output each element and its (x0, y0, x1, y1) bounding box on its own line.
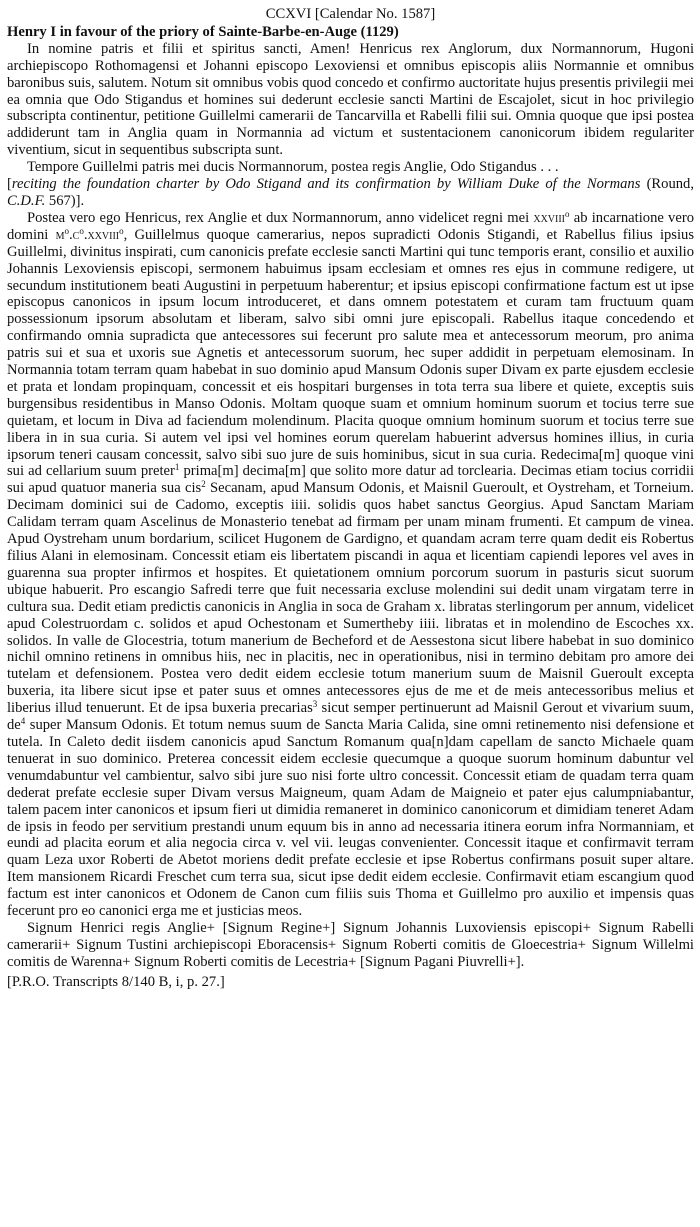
charter-paragraph-intro: In nomine patris et filii et spiritus sancti, Amen! Henricus rex Anglorum, dux Normannorum, Hugoni archiepiscopo Rothomagensi et Johanni episcopo Lexoviensi et omnibus episcopis aliis Normannie et omnibus baronibus suis, salutem. Notum sit omnibus vobis quod concedo et confirmo auctoritate hujus presentis privilegii mei ea omnia que Odo Stigandus et homines sui dederunt ecclesie sancti Martini de Escajolet, sicut in hoc privilegio subscripta continentur, petitione Guillelmi camerarii de Tancarvilla et Rabelli filii sui. Omnia quoque que ipsi postea addiderunt tam in Anglia quam in Normannia ad victum et sustentacionem canonicorum ibidem regulariter viventium, sicut in sequentibus subscripta sunt. (7, 40, 694, 159)
footnote-marker: 2 (201, 479, 206, 490)
grant-text: . (69, 226, 73, 243)
footnote-marker: 1 (174, 462, 180, 473)
ordinal-mark: o (64, 225, 69, 236)
charter-number-heading: CCXVI [Calendar No. 1587] (265, 6, 436, 22)
reference-open: (Round, (640, 176, 694, 193)
year-numeral: c (72, 226, 80, 243)
regnal-year: xxviii (533, 209, 565, 226)
charter-paragraph-grant (7, 210, 694, 920)
editorial-note: reciting the foundation charter by Odo Stigand and its confirmation by William Duke of the Normans (11, 176, 641, 193)
ordinal-mark: o (565, 208, 570, 219)
reference-work: C.D.F. (7, 192, 46, 209)
ordinal-mark: o (79, 225, 84, 236)
grant-text: . (83, 226, 88, 243)
recital-text: Tempore Guillelmi patris mei ducis Normannorum, postea regis Anglie, Odo Stigandus . . . (27, 159, 559, 176)
charter-signatures: Signum Henrici regis Anglie+ [Signum Regine+] Signum Johannis Luxoviensis episcopi+ Signum Rabelli camerarii+ Signum Tustini archiepiscopi Eboracensis+ Signum Roberti comitis de Gloecestria+ Signum Willelmi comitis de Warenna+ Signum Roberti comitis de Lecestria+ [Signum Pagani Piuvrelli+]. (7, 919, 694, 970)
grant-text: prima[m] decima[m] que solito more datur ad torclearia. Decimas etiam tocius corridii sui apud quatuor maneria sua cis (7, 463, 694, 497)
footnote-marker: 3 (312, 699, 318, 710)
grant-text: Secanam, apud Mansum Odonis, et Maisnil Gueroult, et Oystreham, et Torneium. Decimam dominici sui de Cadomo, exceptis iiii. solidis quos habet sanctus Georgius. Apud Sanctam Mariam Calidam terram quam Ascelinus de Monasterio tenebat ad firmam per unam minam frumenti. Et campum de vinea. Apud Oystreham unum bordarium, scilicet Hugonem de Gardigno, et quandam acram terre quam dedit eis Robertus filius Alani in elemosinam. Concessit etiam eis libertatem piscandi in aqua et licentiam capiendi lepores vel aves in guarenna sua propter infirmos et hospites. Et quietationem omnium porcorum suorum in pasturis sicut suorum ubique habuerit. Pro escangio Safredi terre que fuit necessaria excluse molendini sui dedit unam virgatam terre in cultura sua. Dedit etiam predictis canonicis in Anglia in soca de Graham x. libratas sterlingorum per annum, videlicet apud Colestruordam c. solidos et apud Ochestonam et Sumertheby iiii. libratas et in molendino de Escoches xx. solidos. In valle de Glocestria, totum manerium de Becheford et de Aessestona sicut libere habebat in suo dominico nichil omnino retinens in omnibus hiis, nec in placitis, nec in operationibus, nisi in termino debitam pro amore dei tutelam et defensionem. Postea vero dedit eidem ecclesie totum manerium suum de Maisnil Gueroult excepta buxeria, ita libere sicut ipse et pater suus et omnes antecessores ejus de me et de meis antecessoribus melius et liberius illud tenuerunt. Et de ipsa buxeria precarias (7, 480, 694, 717)
source-reference: [P.R.O. Transcripts 8/140 B, i, p. 27.] (7, 973, 225, 990)
grant-text: ab incarnatione vero domini (7, 209, 694, 243)
footnote-marker: 4 (20, 716, 26, 727)
ordinal-mark: o (119, 225, 124, 236)
grant-text: , Guillelmus quoque camerarius, nepos supradicti Odonis Stigandi, et Rabellus filius ipsius Guillelmi, divinitus inspirati, cum canonicis prefate ecclesie sancti Martini qui tunc temporis erant, consilio et auxilio Johannis Lexoviensis episcopi, sermonem habuimus ipsam ecclesiam et omnes res ejus in commune redigere, ut secundum institutionem beati Augustini in perpetuum haberentur; et ipsius episcopi confirmatione factum est ut ipse episcopus canonicos in ipsum locum introduceret, et dans omnem potestatem et curam tam fructuum quam possessionum ipsorum absolutam et liberam, salvo sibi omni jure episcopali. Rabellus itaque concedendo et confirmando omnia supradicta que antecessores sui fecerunt pro salute mea et antecessorum meorum, pro anima patris sui et sua et uxoris sue Agnetis et antecessorum suorum, hec super addidit in perpetuam elemosinam. In Normannia totam terram quam habebat in suo dominio apud Mansum Odonis super Divam ex parte ejusdem ecclesie et prata et londam propinquam, concessit et eis hospitari burgenses in tota terra sua libere et quiete, exceptis suis burgensibus residentibus in Manso Odonis. Moltam quoque suam et omnium hominum suorum et tocius terre sue quietam, et locum in Diva ad faciendum molendinum. Placita quoque omnium hominum suorum et tocius terre sue libera in in sua curia. Si autem vel ipsi vel homines eorum querelam habuerint adversus homines illius, in curia ipsorum teneri causam concessit, salvo sibi suo jure de suis hominibus, sicut in sua curia. Redecima[m] quoque vini sui ad cellarium suum preter (7, 226, 695, 480)
year-numeral: m (55, 226, 65, 243)
grant-text: sicut semper pertinuerunt ad Maisnil Gerout et vivarium suum, de (7, 700, 694, 734)
year-numeral: xxviii (87, 226, 120, 243)
grant-text: super Mansum Odonis. Et totum nemus suum de Sancta Maria Calida, sine omni retinemento nisi defensione et tutela. In Caleto dedit iisdem canonicis apud Sanctum Romanum qua[n]dam capellam de sancto Michaele quam tenuerat in suo dominico. Preterea concessit eidem ecclesie quecumque a quoque suorum hominum dabuntur vel venumdabuntur vel cambientur, salvo sibi jure suo nisi forte ultro concessit. Concessit etiam de quadam terra quam dederat prefate ecclesie super Divam versus Maigneum, quam Adam de Maigneio et pater ejus calumpniabantur, talem pacem inter canonicos et ipsum fieri ut dimidia remaneret in dominico canonicorum et dimidiam teneret Adam de ipsis in feodo per servitium prestandi unum equum bis in anno ad necessaria itinera eorum infra Normanniam, et eundi ad placita eorum et alia negocia circa v. vel vii. leugas convenienter. Concessit itaque et confirmavit terram quam Leza uxor Roberti de Abetot moriens dedit prefate ecclesie et ipse Robertus confirmans posuit super altare. Item mansionem Ricardi Freschet cum terra sua, sicut ipse dedit eidem ecclesie. Confirmavit etiam escangium quod factum est inter canonicos et Odonem de Canon cum filiis suis Thoma et Guillelmo pro auxilio et impensis quas fecerunt pro eo canonici erga me et justicias meos. (7, 717, 694, 920)
charter-paragraph-recital (7, 159, 694, 210)
editorial-note-open: [ (7, 176, 12, 193)
reference-close: 567)]. (45, 192, 85, 209)
charter-title: Henry I in favour of the priory of Sainte-Barbe-en-Auge (1129) (7, 23, 399, 40)
grant-text: Postea vero ego Henricus, rex Anglie et dux Normannorum, anno videlicet regni mei (27, 209, 534, 226)
